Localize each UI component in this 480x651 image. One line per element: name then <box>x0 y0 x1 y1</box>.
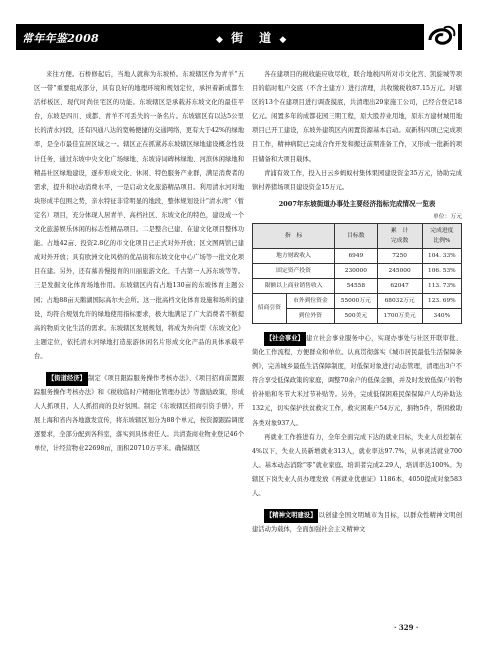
table-row <box>253 293 462 308</box>
paragraph-social-text: 建立社会事业服务中心，实现办事处与社区开联审批、简化工作流程，方便群众和单位。认真贯彻落实《城市居民最低生活保障条例》，完善城乡最低生活保障制度，对低保对象进行动态管理，清理出3户不符合享受低保政策的家庭，调整70余户的低保金额，并及时发放低保户的物价补贴和冬节大米过节补贴等。另外，完成低保困难民保保障户人均补助达132元，切实保护扶贫救灾工作，救灾困难户54万元，捐物5件，帮困救助各类对象937人。 <box>252 334 462 427</box>
paragraph-funding: 青浦有效工作，投入日云乡蚂蚁村集体果园建设资金35万元，协助完成镇村养猪场项目建设资金15万元。 <box>252 169 462 191</box>
header-completed: 累 计 完成数 <box>377 223 422 248</box>
cell-label: 限额以上商业销售收入 <box>253 278 335 293</box>
cell-target: 6949 <box>335 248 377 263</box>
table-header-row <box>253 223 462 248</box>
cell-progress: 123. 69% <box>422 293 461 308</box>
diamond-icon: ◆ <box>216 35 225 45</box>
cell-target: 500美元 <box>335 308 377 323</box>
economic-indicators-table <box>252 223 462 324</box>
cell-target: 55000万元 <box>335 293 377 308</box>
diamond-icon-right: ◆ <box>279 35 289 45</box>
section-tag-social: 【社会事业】 <box>264 332 306 346</box>
swirl-logo-icon <box>424 20 458 50</box>
page-number: · 329 · <box>394 623 419 632</box>
table-title: 2007年东坡街道办事处主要经济指标完成情况一览表 <box>278 199 436 208</box>
section-tag-economy: 【街道经济】 <box>46 372 88 386</box>
table-row <box>253 248 462 263</box>
cell-progress: 340% <box>422 308 461 323</box>
paragraph-economy <box>34 372 244 457</box>
table-row <box>253 278 462 293</box>
section-tag-civilization: 【精神文明建设】 <box>264 509 318 523</box>
section-name: 街 道 <box>231 31 274 45</box>
paragraph-employment: 再就业工作推进有力，全年全面完成下达的就业目标，失业人员控制在4%以下，失业人员新增就业313人，就业率达97.7%，从事灵活就业700人。基本动态消除“零”就业家庭。培训者完成2.29人，培训率达100%。为辖区下岗失业人员办理发放《再就业优惠证》1186本，4050提成对象583人。 <box>252 433 462 497</box>
cell-progress: 106. 53% <box>422 263 461 278</box>
cell-completed: 245000 <box>377 263 422 278</box>
cell-label: 地方财政收入 <box>253 248 335 263</box>
cell-sublabel: 到位外资 <box>286 308 335 323</box>
cell-label: 固定资产投资 <box>253 263 335 278</box>
paragraph-civilization <box>252 509 462 537</box>
cell-completed: 1700万美元 <box>377 308 422 323</box>
paragraph-culture: 来往方便。石桥修起后，当地人就称为东坡桥。东坡辖区作为青羊“五区一带”重要组成部分，具有良好的地理环境和规划定位，承担着新成都生活样板区、现代时尚住宅区的功能。东坡辖区是承载苏东坡文化的最佳平台，东坡是四川、成都、青羊不可丢失的一条名片。东坡辖区有以达5公里长的清水河段，还有四通八达的宽畅便捷的交通网络，更有大于42%的绿地率，是全市最佳宜居区域之一。辖区正在抓紧苏东坡辖区绿地建设概念性设计任务，通过东坡中央文化广场绿地、东坡诗词碑林绿地、河滨休闲绿地和精品社区绿地建设，逐步形成文化、休闲、特色服务产业群，满足消费者的需求，提升和拉动消费水平，一是启动文化旅游精品项目。利用清水河对地块形成半包围之势，亲水特征非常明显的地段，整体规划设计“清水湾”（暂定名）项目，充分体现人居青羊、高档社区、东坡文化的特色，建设成一个文化旅游娱乐休闲的标志性精品项目。二是整合已建、在建文化项目整体功能。占地42亩、投资2.8亿的市文化项目已正式对外开放；区文图两馆已建成对外开放；具有欧洲文化风格的优品街和东坡文化中心广场等一批文化项目在建。另外，还有慕善慢报育的川丽旅游文化、千古第一人苏东坡等等。三是发掘文化体育场地作用。东坡辖区内有占地130亩的东坡体育主题公园；占地88亩天鹅湖国际高尔夫会所。这一批高档文化体育设施和场所的建设，均符合规划允许的绿地使用指标要求，极大地满足了广大消费者不断提高的物质文化生活的需求。东坡辖区发展规划，将成为外向型《东坡文化》主题定位，依托清水河绿地打造旅游休闲名片形成文化产品的具体承载平台。 <box>34 71 244 360</box>
paragraph-civilization-text: 以创建全国文明城市为目标，以群众性精神文明创建活动为载体，全面加强社会主义精神文 <box>252 512 462 534</box>
right-column <box>252 68 462 537</box>
cell-target: 54558 <box>335 278 377 293</box>
cell-progress: 104. 33% <box>422 248 461 263</box>
cell-merged-label: 招商引资 <box>253 293 287 323</box>
cell-completed: 68032万元 <box>377 293 422 308</box>
cell-target: 230000 <box>335 263 377 278</box>
cell-completed: 7250 <box>377 248 422 263</box>
paragraph-projects: 各在建项目的税收能应收尽收，联合地税四所对市文化宫、凯旋城等项目的临时租户交底（不含土建方）进行清理，共收缴税收87.15万元。对辖区的13个在建项目进行调查摸底，共清理出29家施工公司，已经合登记18亿元。闲置多年的成都花园三期工程，原大股荐业用地，原东方建材城用地项目已开工建设，东坡外建筑区内闲置资源基本启动。双新科四项已完成项目工作，精神病院已完成合作开发和搬迁前期准备工作，又形成一批新的项目储备和大项目载体。 <box>252 71 462 163</box>
section-title <box>216 29 288 46</box>
page-header <box>16 24 462 50</box>
paragraph-social <box>252 332 462 431</box>
cell-progress: 113. 73% <box>422 278 461 293</box>
table-row <box>253 263 462 278</box>
header-progress: 完成进度 比例% <box>422 223 461 248</box>
left-column <box>34 68 244 457</box>
table-unit: 单位：万元 <box>433 213 462 220</box>
header-target: 目标数 <box>335 223 377 248</box>
yearbook-title: 常年年鉴2008 <box>22 32 100 45</box>
cell-sublabel: 市外到位资金 <box>286 293 335 308</box>
cell-completed: 62047 <box>377 278 422 293</box>
header-indicator: 指 标 <box>253 223 335 248</box>
paragraph-economy-text: 制定《项目跟踪服务操作考核办法》、《项目招商前置跟踪服务操作考核办法》和《税收临时户精细化管理办法》等激励政策，形成人人抓项目，人人抓招商的良好氛围。制定《东坡辖区招商引资手册》，开展上海和省内各地激发宣传，将东坡辖区划分为88个单元，按资源跟踪调度逐要求，全部分配到各科室，落实到具体责任人。共清查商业物业登记46个单位，计经营物业22698㎡，面积20710万平米。确保辖区 <box>34 374 244 453</box>
